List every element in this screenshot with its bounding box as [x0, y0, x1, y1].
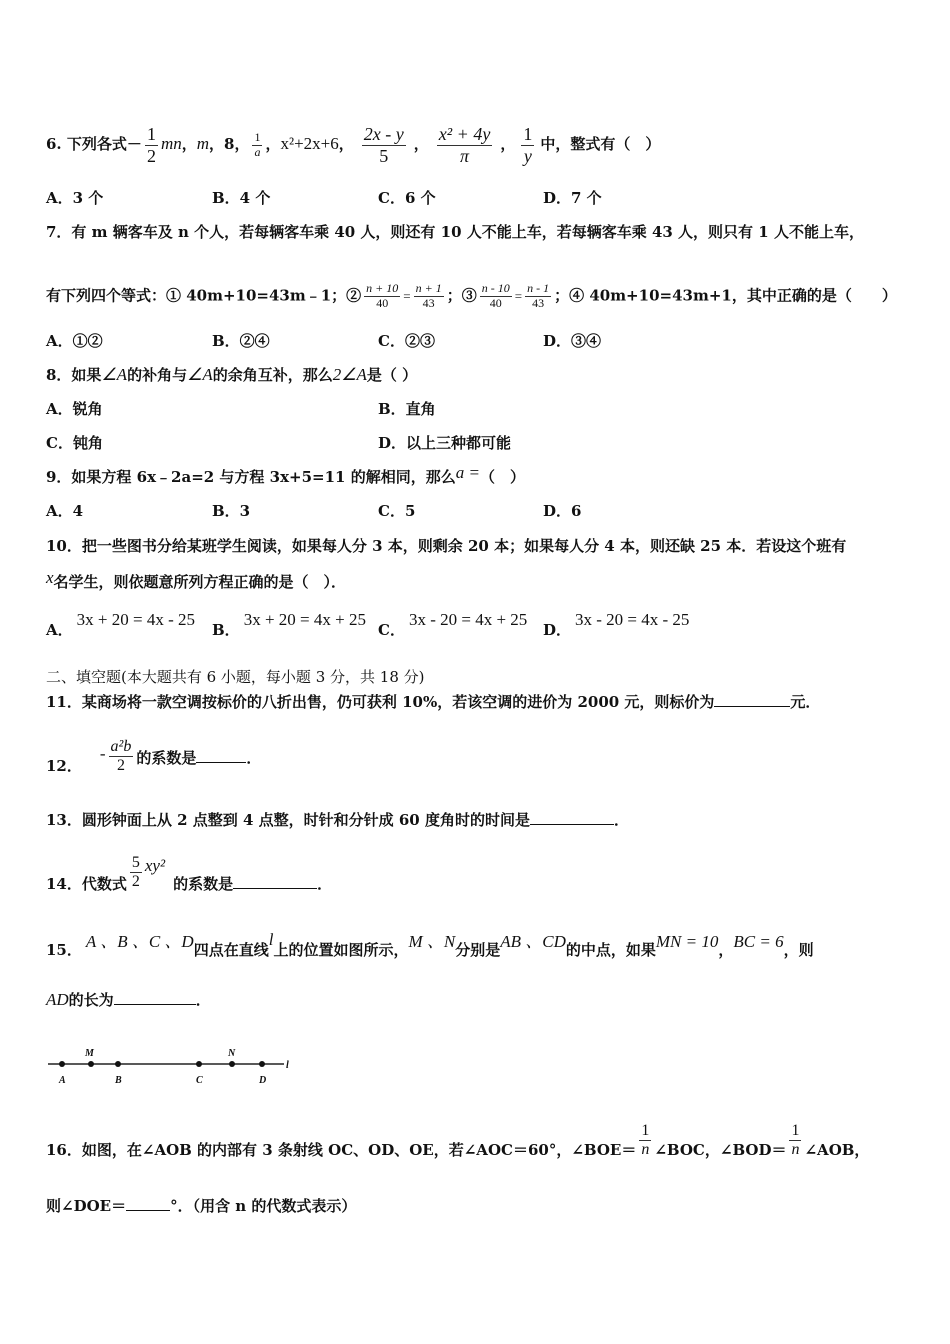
q9-option-d[interactable]: D．6 [543, 502, 582, 520]
q16-line1: 16．如图，在∠AOB 的内部有 3 条射线 OC、OD、OE，若∠AOC＝60°，∠BOE＝ $\frac{1}{n}$ ∠BOC，∠BOD＝ $\frac{1}{n}$ ∠AOB， [46, 1122, 870, 1159]
q15-label-m: M [85, 1048, 94, 1059]
q14-fraction: $\frac{5}{2}$ [131, 854, 140, 891]
q15-line-l: l [268, 930, 274, 949]
q15-point-n [229, 1061, 235, 1067]
q7-option-b[interactable]: B．②④ [212, 332, 270, 350]
q6-term-8: 8 [224, 135, 235, 154]
q10-option-c[interactable]: C．3x - 20 = 4x + 25 [378, 610, 528, 639]
q15-point-a [59, 1061, 65, 1067]
q6-frac-2: $\frac{1}{a}$ [254, 129, 261, 159]
q14-stem: 14．代数式 $\frac{5}{2}$ xy²的系数是 ． [46, 854, 333, 893]
q15-condition-mn: MN = 10 [655, 932, 719, 951]
q15-point-c [196, 1061, 202, 1067]
q7-frac-2: $\frac{n + 1}{43}$ [415, 281, 442, 310]
q7-option-a[interactable]: A．①② [46, 332, 103, 350]
q7-frac-4: $\frac{n - 1}{43}$ [527, 281, 550, 310]
q7-part2: ；③ [446, 286, 477, 305]
q15-label-b: B [115, 1075, 122, 1086]
q6-tail: 中，整式有（ ） [540, 135, 661, 154]
q13-stem: 13．圆形钟面上从 2 点整到 4 点整，时针和分针成 60 度角时的时间是 ． [46, 811, 629, 829]
q6-option-a[interactable]: A．3 个 [46, 189, 104, 207]
q15-label-l: l [286, 1060, 289, 1071]
q6-option-b[interactable]: B．4 个 [212, 189, 271, 207]
q6-term-poly: x²+2x+6 [280, 134, 339, 154]
q15-segments: AB 、CD [500, 932, 566, 951]
q8-option-b[interactable]: B．直角 [378, 400, 436, 418]
q9-option-b[interactable]: B．3 [212, 502, 251, 520]
q6-frac-3: $\frac{2x - y}{5}$ [363, 124, 404, 166]
q6-minus: － [126, 135, 142, 154]
q12-answer-blank[interactable] [196, 748, 246, 763]
q15-answer-blank[interactable] [114, 990, 196, 1005]
q6-frac-4: $\frac{\text{x² + 4y}}{\pi}$ [438, 124, 491, 166]
q8-option-c[interactable]: C．钝角 [46, 434, 103, 452]
q8-stem: 8．如果∠A的补角与∠A的余角互补，那么2∠A是（ ） [46, 365, 418, 384]
q15-point-b [115, 1061, 121, 1067]
q10-option-a[interactable]: A．3x + 20 = 4x - 25 [46, 610, 195, 639]
q6-number: 6. [46, 135, 62, 154]
q7-line2: 有下列四个等式：① 40m+10=43m﹣1；② $\frac{n + 10}{40}$ = $\frac{n + 1}{43}$ ；③ $\frac{n - 10}{40}$ = $\frac{n - 1}{43}$ ；④ 40m+10=43m+1，其中正确的是（ ） [46, 281, 897, 310]
q6-term-mn: mn [160, 134, 182, 154]
q9-option-c[interactable]: C．5 [378, 502, 416, 520]
q8-angle-2a: 2∠A [332, 365, 367, 384]
q14-answer-blank[interactable] [233, 874, 317, 889]
q15-midpoints: M 、N [408, 932, 456, 951]
q10-line2: x名学生，则依题意所列方程正确的是（ ）． [46, 568, 347, 591]
q10-line1: 10．把一些图书分给某班学生阅读，如果每人分 3 本，则剩余 20 本；如果每人分 4 本，则还缺 25 本．若设这个班有 [46, 537, 847, 555]
q11-stem: 11．某商场将一款空调按标价的八折出售，仍可获利 10%，若该空调的进价为 2000 元，则标价为 元． [46, 693, 821, 711]
q6-stem: 6. 下列各式－ $\frac{1}{2}$ mn，m，8， $\frac{1}{a}$ ，x²+2x+6， $\frac{2x - y}{5}$ ， $\frac{\text{x² + 4y}}{\pi}$ ， $\frac{1}{y}$ 中，整式有（ ） [46, 124, 661, 166]
q10-option-b[interactable]: B．3x + 20 = 4x + 25 [212, 610, 366, 639]
q15-label-a: A [59, 1075, 66, 1086]
q7-option-c[interactable]: C．②③ [378, 332, 435, 350]
q15-label-n: N [228, 1048, 236, 1059]
q15-label-d: D [259, 1075, 267, 1086]
q15-point-d [259, 1061, 265, 1067]
q6-lead: 下列各式 [66, 135, 127, 154]
q7-frac-1: $\frac{n + 10}{40}$ [366, 281, 399, 310]
q7-part3: ；④ 40m+10=43m+1，其中正确的是（ ） [554, 286, 897, 305]
q15-figure [44, 1040, 304, 1096]
q7-part1: 有下列四个等式：① 40m+10=43m﹣1；② [46, 286, 362, 305]
q6-frac-1: $\frac{1}{2}$ [146, 124, 156, 166]
q16-line2: 则∠DOE＝ °．（用含 n 的代数式表示） [46, 1197, 357, 1215]
q12-fraction: $\frac{\text{a²b}}{2}$ [110, 738, 132, 775]
q15-point-m [88, 1061, 94, 1067]
q15-label-c: C [196, 1075, 203, 1086]
q13-answer-blank[interactable] [530, 810, 614, 825]
q16-frac-2: $\frac{1}{n}$ [791, 1122, 800, 1159]
section-2-heading: 二、填空题(本大题共有 6 小题，每小题 3 分，共 18 分) [46, 668, 425, 686]
q6-option-d[interactable]: D．7 个 [543, 189, 602, 207]
q15-segment-ad: AD [46, 990, 69, 1009]
q8-angle-a: ∠A [101, 365, 128, 384]
q8-angle-a-2: ∠A [187, 365, 213, 384]
q16-answer-blank[interactable] [126, 1196, 170, 1211]
q12-stem: 12．- $\frac{\text{a²b}}{2}$ 的系数是 ． [46, 738, 262, 775]
q8-option-d[interactable]: D．以上三种都可能 [378, 434, 512, 452]
q11-answer-blank[interactable] [714, 692, 790, 707]
q9-option-a[interactable]: A．4 [46, 502, 84, 520]
q6-frac-5: $\frac{1}{y}$ [523, 124, 533, 166]
q15-points: A 、B 、C 、D [85, 932, 194, 951]
q9-stem: 9．如果方程 6x﹣2a=2 与方程 3x+5=11 的解相同，那么a =（ ） [46, 463, 525, 486]
q14-expr: xy² [144, 855, 166, 875]
q15-condition-bc: BC = 6 [733, 932, 784, 951]
q10-variable-x: x [46, 568, 54, 587]
q7-option-d[interactable]: D．③④ [543, 332, 602, 350]
q7-line1: 7．有 m 辆客车及 n 个人，若每辆客车乘 40 人，则还有 10 人不能上车，若每辆客车乘 43 人，则只有 1 人不能上车， [46, 223, 864, 241]
q15-line2: AD的长为 ． [46, 990, 211, 1009]
q10-option-d[interactable]: D．3x - 20 = 4x - 25 [543, 610, 690, 639]
q16-frac-1: $\frac{1}{n}$ [641, 1122, 650, 1159]
q6-option-c[interactable]: C．6 个 [378, 189, 436, 207]
q6-term-m: m [196, 134, 210, 154]
q15-stem: 15． A 、B 、C 、D四点在直线l上的位置如图所示，M 、N分别是AB 、CD的中点，如果MN = 10，BC = 6，则 [46, 930, 814, 959]
q8-option-a[interactable]: A．锐角 [46, 400, 103, 418]
q7-frac-3: $\frac{n - 10}{40}$ [481, 281, 510, 310]
q9-expr: a = [455, 463, 480, 482]
